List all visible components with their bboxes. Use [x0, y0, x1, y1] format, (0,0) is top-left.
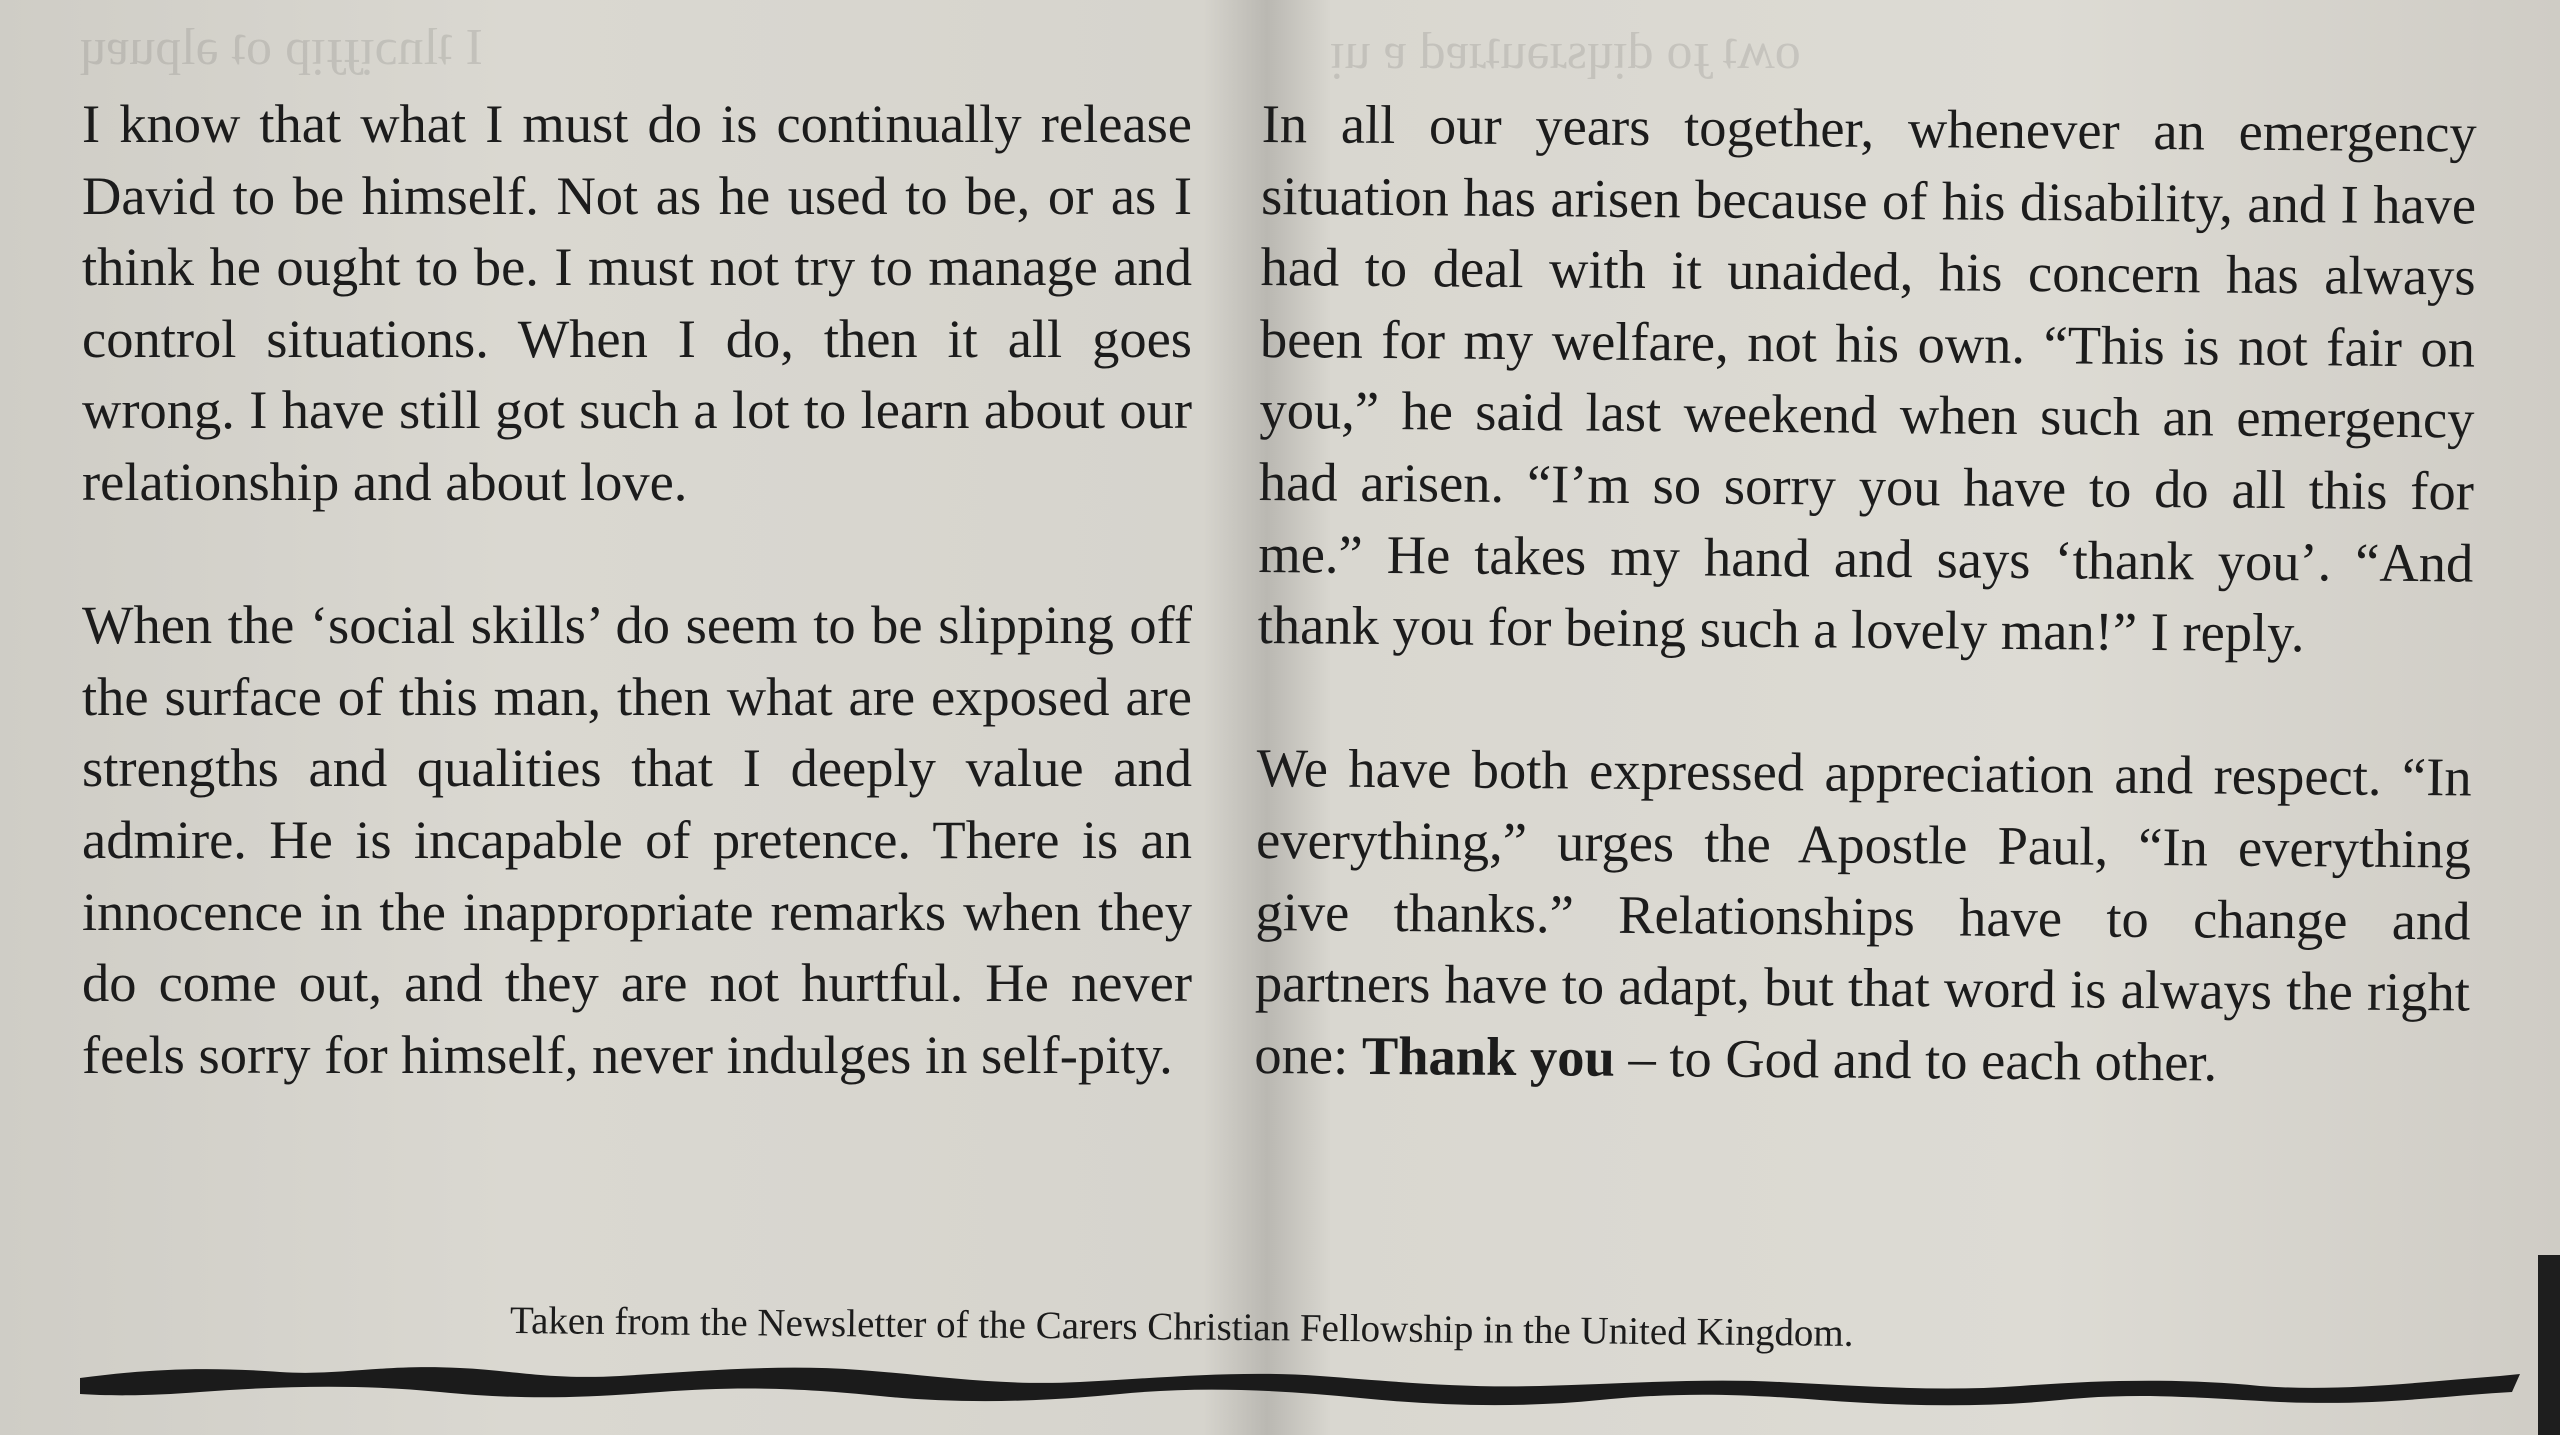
- right-paragraph-2-text-start: We have both expressed appreciation and respect. “In everything,” urges the Apostle Paul, “In everything give thanks.” Relationships have to change and partners have to adapt, but that word is always the right one:: [1254, 737, 2472, 1086]
- right-paragraph-1: In all our years together, whenever an emergency situation has arisen because of his disability, and I have had to deal with it unaided, his concern has always been for my welfare, not his own. “This is not fair on you,” he said last weekend when such an emergency had arisen. “I’m so sorry you have to do all this for me.” He takes my hand and says ‘thank you’. “And thank you for being such a lovely man!” I reply.: [1257, 92, 2477, 664]
- dark-page-edge: [2538, 1255, 2560, 1435]
- right-paragraph-2-text-end: – to God and to each other.: [1614, 1026, 2218, 1093]
- right-paragraph-2: [1254, 732, 2472, 1100]
- left-paragraph-1: I know that what I must do is continually release David to be himself. Not as he used to be, or as I think he ought to be. I must not try to manage and control situations. When I do, then it all goes wrong. I have still got such a lot to learn about our relationship and about love.: [82, 93, 1192, 512]
- decorative-brush-rule: [80, 1356, 2520, 1416]
- brush-stroke-shape: [80, 1367, 2520, 1405]
- left-paragraph-2: When the ‘social skills’ do seem to be slipping off the surface of this man, then what are exposed are strengths and qualities that I deeply value and admire. He is incapable of pretence. There is an innocence in the inappropriate remarks when they do come out, and they are not hurtful. He never feels sorry for himself, never indulges in self-pity.: [82, 594, 1192, 1085]
- show-through-text-right: oʍʇ ɟo dᴉɥsɹǝuʇɹɐd ɐ uᴉ: [1330, 23, 1801, 80]
- thank-you-emphasis: Thank you: [1361, 1024, 1616, 1088]
- show-through-text-left: I ʇlnɔᴉɟɟᴉp oʇ ǝlpuɐɥ: [80, 19, 483, 76]
- source-credit: Taken from the Newsletter of the Carers Christian Fellowship in the United Kingdom.: [509, 1299, 1854, 1355]
- right-column: [1254, 88, 2477, 1100]
- left-column: [82, 88, 1192, 1090]
